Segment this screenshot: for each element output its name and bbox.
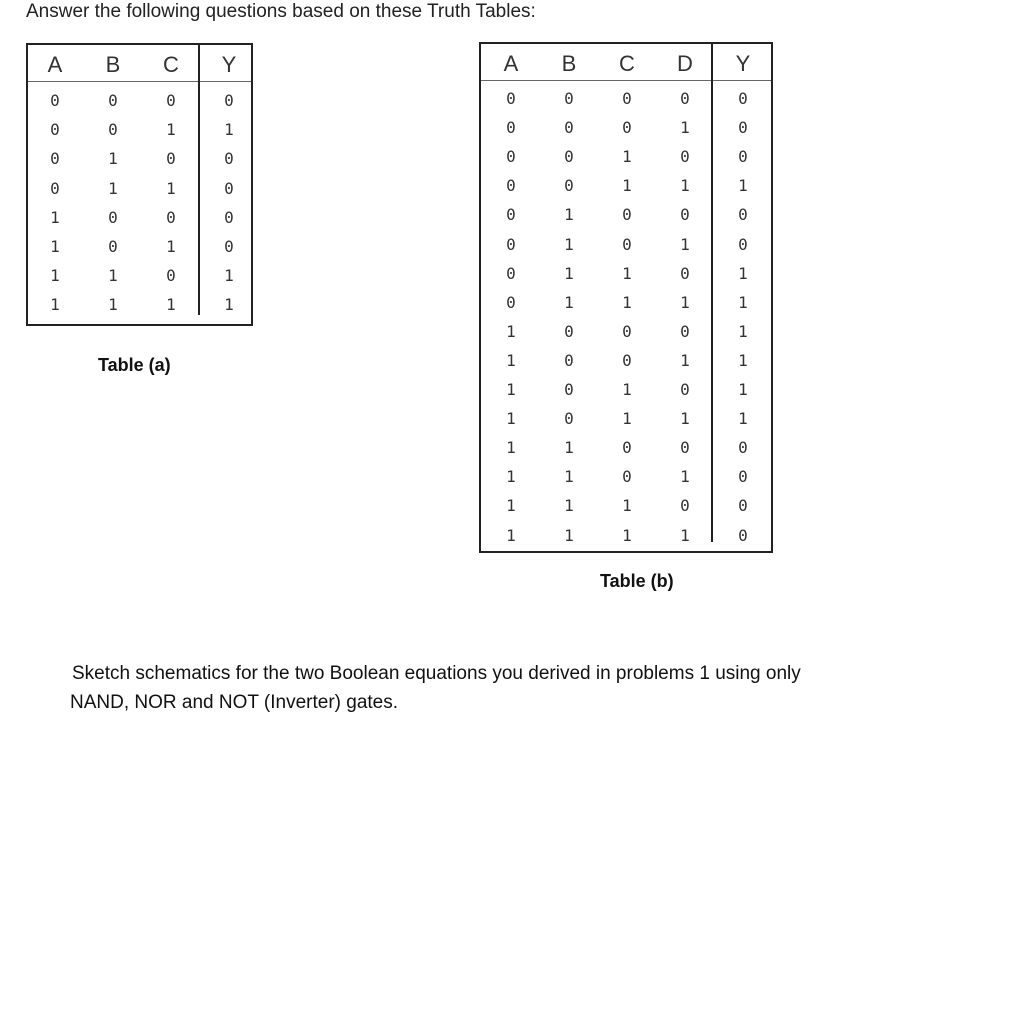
table-cell: 1 <box>738 292 748 312</box>
table-cell: 1 <box>564 438 574 458</box>
table-cell: 1 <box>680 176 690 196</box>
table-cell: 0 <box>224 178 234 198</box>
table-cell: 0 <box>680 205 690 225</box>
table-cell: 0 <box>738 205 748 225</box>
table-cell: 1 <box>108 295 118 315</box>
table-cell: 1 <box>564 292 574 312</box>
table-cell: 1 <box>506 380 516 399</box>
table-cell: 1 <box>680 292 690 312</box>
table-cell: 0 <box>622 350 632 370</box>
table-cell: 1 <box>622 525 632 545</box>
table-cell: 0 <box>738 438 748 458</box>
table-cell: 1 <box>506 350 516 370</box>
table-cell: 1 <box>224 266 234 286</box>
table-cell: 0 <box>680 438 690 458</box>
table-cell: 1 <box>50 237 60 256</box>
table-cell: 1 <box>564 234 574 254</box>
table-cell: 1 <box>622 147 632 167</box>
table-cell: 1 <box>564 263 574 283</box>
table-cell: 1 <box>108 149 118 169</box>
table-cell: 1 <box>506 321 516 341</box>
table-cell: 0 <box>506 234 516 254</box>
table-cell: 0 <box>224 237 234 256</box>
table-cell: 1 <box>622 263 632 283</box>
table-cell: 0 <box>564 409 574 429</box>
table-cell: 0 <box>224 149 234 169</box>
table-cell: 1 <box>50 266 60 286</box>
table-cell: 1 <box>50 295 60 315</box>
table-cell: 0 <box>738 118 748 138</box>
table-cell: 1 <box>738 409 748 429</box>
table-cell: 1 <box>506 496 516 516</box>
column-header-b: B <box>105 52 121 77</box>
table-cell: 0 <box>506 118 516 138</box>
task-line-1: Sketch schematics for the two Boolean equations you derived in problems 1 using only <box>72 663 801 684</box>
intro-text: Answer the following questions based on these Truth Tables: <box>26 1 536 22</box>
table-cell: 1 <box>622 176 632 196</box>
output-divider <box>198 45 200 315</box>
table-cell: 0 <box>108 91 118 110</box>
table-cell: 1 <box>506 409 516 429</box>
table-cell: 0 <box>622 321 632 341</box>
table-cell: 0 <box>224 207 234 227</box>
table-cell: 1 <box>680 409 690 429</box>
table-cell: 0 <box>564 380 574 399</box>
table-cell: 0 <box>166 266 176 286</box>
table-cell: 1 <box>622 292 632 312</box>
table-cell: 0 <box>50 91 60 110</box>
table-cell: 0 <box>166 207 176 227</box>
table-cell: 0 <box>108 207 118 227</box>
table-cell: 0 <box>108 120 118 140</box>
table-cell: 1 <box>506 525 516 545</box>
table-cell: 0 <box>680 263 690 283</box>
table-cell: 0 <box>564 176 574 196</box>
table-cell: 1 <box>166 295 176 315</box>
table-cell: 1 <box>108 178 118 198</box>
table-cell: 1 <box>224 295 234 315</box>
table-cell: 0 <box>622 438 632 458</box>
column-header-a: A <box>503 51 519 76</box>
column-header-d: D <box>677 51 693 76</box>
table-cell: 1 <box>564 525 574 545</box>
table-cell: 0 <box>50 120 60 140</box>
table-cell: 0 <box>166 91 176 110</box>
table-cell: 1 <box>224 120 234 140</box>
table-cell: 0 <box>622 89 632 108</box>
table-cell: 0 <box>680 89 690 108</box>
table-cell: 0 <box>506 292 516 312</box>
table-cell: 0 <box>680 321 690 341</box>
table-cell: 1 <box>738 321 748 341</box>
table-cell: 0 <box>564 147 574 167</box>
table-cell: 0 <box>506 205 516 225</box>
column-header-y: Y <box>735 51 751 76</box>
task-instructions <box>70 659 930 717</box>
column-header-y: Y <box>221 52 237 77</box>
column-header-c: C <box>163 52 179 77</box>
table-cell: 0 <box>166 149 176 169</box>
table-cell: 1 <box>738 380 748 399</box>
table-cell: 0 <box>622 118 632 138</box>
truth-table-b <box>479 42 773 553</box>
table-cell: 1 <box>680 467 690 487</box>
table-cell: 1 <box>166 237 176 256</box>
table-cell: 1 <box>506 438 516 458</box>
table-a-caption: Table (a) <box>98 355 171 375</box>
table-cell: 0 <box>108 237 118 256</box>
table-cell: 0 <box>738 496 748 516</box>
table-cell: 0 <box>50 149 60 169</box>
table-cell: 0 <box>506 263 516 283</box>
table-cell: 0 <box>564 118 574 138</box>
table-cell: 0 <box>506 147 516 167</box>
column-header-a: A <box>47 52 63 77</box>
table-cell: 1 <box>622 409 632 429</box>
table-cell: 0 <box>224 91 234 110</box>
table-cell: 1 <box>166 120 176 140</box>
header-rule <box>481 80 771 81</box>
table-cell: 0 <box>622 467 632 487</box>
table-cell: 0 <box>622 234 632 254</box>
table-cell: 0 <box>506 176 516 196</box>
table-cell: 1 <box>680 350 690 370</box>
table-cell: 1 <box>564 496 574 516</box>
table-cell: 0 <box>50 178 60 198</box>
table-cell: 0 <box>564 350 574 370</box>
table-cell: 1 <box>166 178 176 198</box>
table-cell: 1 <box>622 380 632 399</box>
column-header-b: B <box>561 51 577 76</box>
table-cell: 1 <box>108 266 118 286</box>
output-divider <box>711 44 713 542</box>
header-rule <box>28 81 251 82</box>
table-cell: 0 <box>738 89 748 108</box>
table-cell: 1 <box>738 176 748 196</box>
table-cell: 0 <box>680 496 690 516</box>
table-cell: 1 <box>564 205 574 225</box>
table-cell: 0 <box>564 89 574 108</box>
table-cell: 0 <box>564 321 574 341</box>
table-cell: 0 <box>738 467 748 487</box>
table-cell: 1 <box>680 234 690 254</box>
table-cell: 1 <box>680 118 690 138</box>
table-cell: 0 <box>738 234 748 254</box>
table-cell: 0 <box>622 205 632 225</box>
table-cell: 0 <box>680 147 690 167</box>
table-cell: 1 <box>564 467 574 487</box>
table-b-caption: Table (b) <box>600 571 674 591</box>
table-cell: 1 <box>622 496 632 516</box>
table-cell: 1 <box>506 467 516 487</box>
table-cell: 0 <box>506 89 516 108</box>
table-cell: 1 <box>680 525 690 545</box>
truth-table-a <box>26 43 253 326</box>
table-cell: 1 <box>738 263 748 283</box>
table-cell: 1 <box>50 207 60 227</box>
table-cell: 0 <box>738 147 748 167</box>
table-cell: 1 <box>738 350 748 370</box>
task-line-2: NAND, NOR and NOT (Inverter) gates. <box>70 692 399 713</box>
table-cell: 0 <box>738 525 748 545</box>
table-cell: 0 <box>680 380 690 399</box>
column-header-c: C <box>619 51 635 76</box>
